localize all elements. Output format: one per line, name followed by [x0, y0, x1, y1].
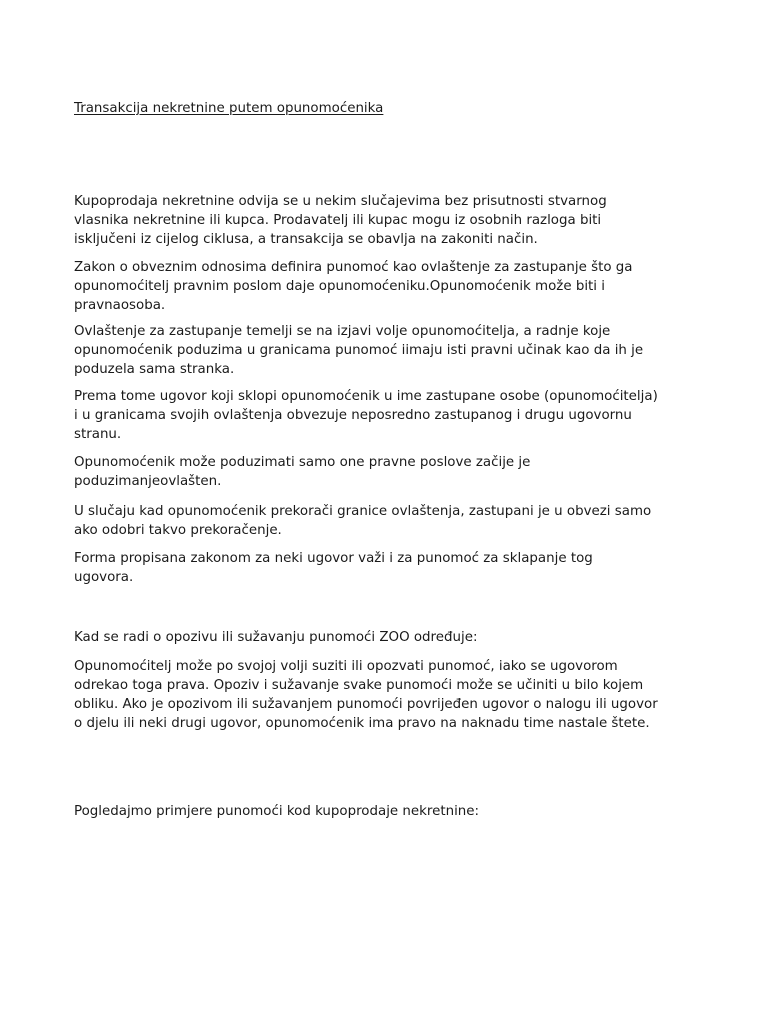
text-line: Ovlaštenje za zastupanje temelji se na izjavi volje opunomoćitelja, a radnje koje: [74, 324, 611, 339]
paragraph-authorization: [74, 322, 643, 379]
paragraph-law-definition: [74, 258, 633, 315]
text-line: ugovora.: [74, 570, 134, 585]
text-line: Zakon o obveznim odnosima definira punomoć kao ovlaštenje za zastupanje što ga: [74, 260, 633, 275]
paragraph-revocation: [74, 657, 658, 733]
paragraph-form: [74, 549, 593, 587]
text-line: opunomoćenik poduzima u granicama punomoć iimaju isti pravni učinak kao da ih je: [74, 343, 644, 358]
text-line: isključeni iz cijelog ciklusa, a transakcija se obavlja na zakoniti način.: [74, 232, 538, 247]
paragraph-examples: [74, 802, 479, 821]
text-line: poduzela sama stranka.: [74, 362, 235, 377]
text-line: Kupoprodaja nekretnine odvija se u nekim slučajevima bez prisutnosti stvarnog: [74, 194, 607, 209]
paragraph-revocation-intro: [74, 628, 477, 647]
text-line: i u granicama svojih ovlaštenja obvezuje neposredno zastupanog i drugu ugovornu: [74, 408, 632, 423]
text-line: Forma propisana zakonom za neki ugovor važi i za punomoć za sklapanje tog: [74, 551, 593, 566]
paragraph-scope: [74, 453, 530, 491]
paragraph-contract: [74, 387, 658, 444]
text-line: odrekao toga prava. Opoziv i sužavanje svake punomoći može se učiniti u bilo kojem: [74, 678, 644, 693]
text-line: Opunomoćenik može poduzimati samo one pravne poslove začije je: [74, 455, 531, 470]
paragraph-intro: [74, 192, 607, 249]
text-line: ako odobri takvo prekoračenje.: [74, 523, 282, 538]
document-title: Transakcija nekretnine putem opunomoćenika: [74, 101, 384, 116]
text-line: o djelu ili neki drugi ugovor, opunomoćenik ima pravo na naknadu time nastale štete.: [74, 716, 650, 731]
text-line: Pogledajmo primjere punomoći kod kupoprodaje nekretnine:: [74, 804, 480, 819]
text-line: pravnaosoba.: [74, 298, 166, 313]
text-line: U slučaju kad opunomoćenik prekorači granice ovlaštenja, zastupani je u obvezi samo: [74, 504, 652, 519]
text-line: stranu.: [74, 427, 122, 442]
text-line: obliku. Ako je opozivom ili sužavanjem punomoći povrijeđen ugovor o nalogu ili ugovor: [74, 697, 658, 712]
text-line: Opunomoćitelj može po svojoj volji suziti ili opozvati punomoć, iako se ugovorom: [74, 659, 618, 674]
paragraph-exceeding: [74, 502, 651, 540]
text-line: vlasnika nekretnine ili kupca. Prodavatelj ili kupac mogu iz osobnih razloga biti: [74, 213, 602, 228]
text-line: Prema tome ugovor koji sklopi opunomoćenik u ime zastupane osobe (opunomoćitelja): [74, 389, 658, 404]
text-line: opunomoćitelj pravnim poslom daje opunomoćeniku.Opunomoćenik može biti i: [74, 279, 605, 294]
text-line: poduzimanjeovlašten.: [74, 474, 222, 489]
text-line: Kad se radi o opozivu ili sužavanju punomoći ZOO određuje:: [74, 630, 478, 645]
